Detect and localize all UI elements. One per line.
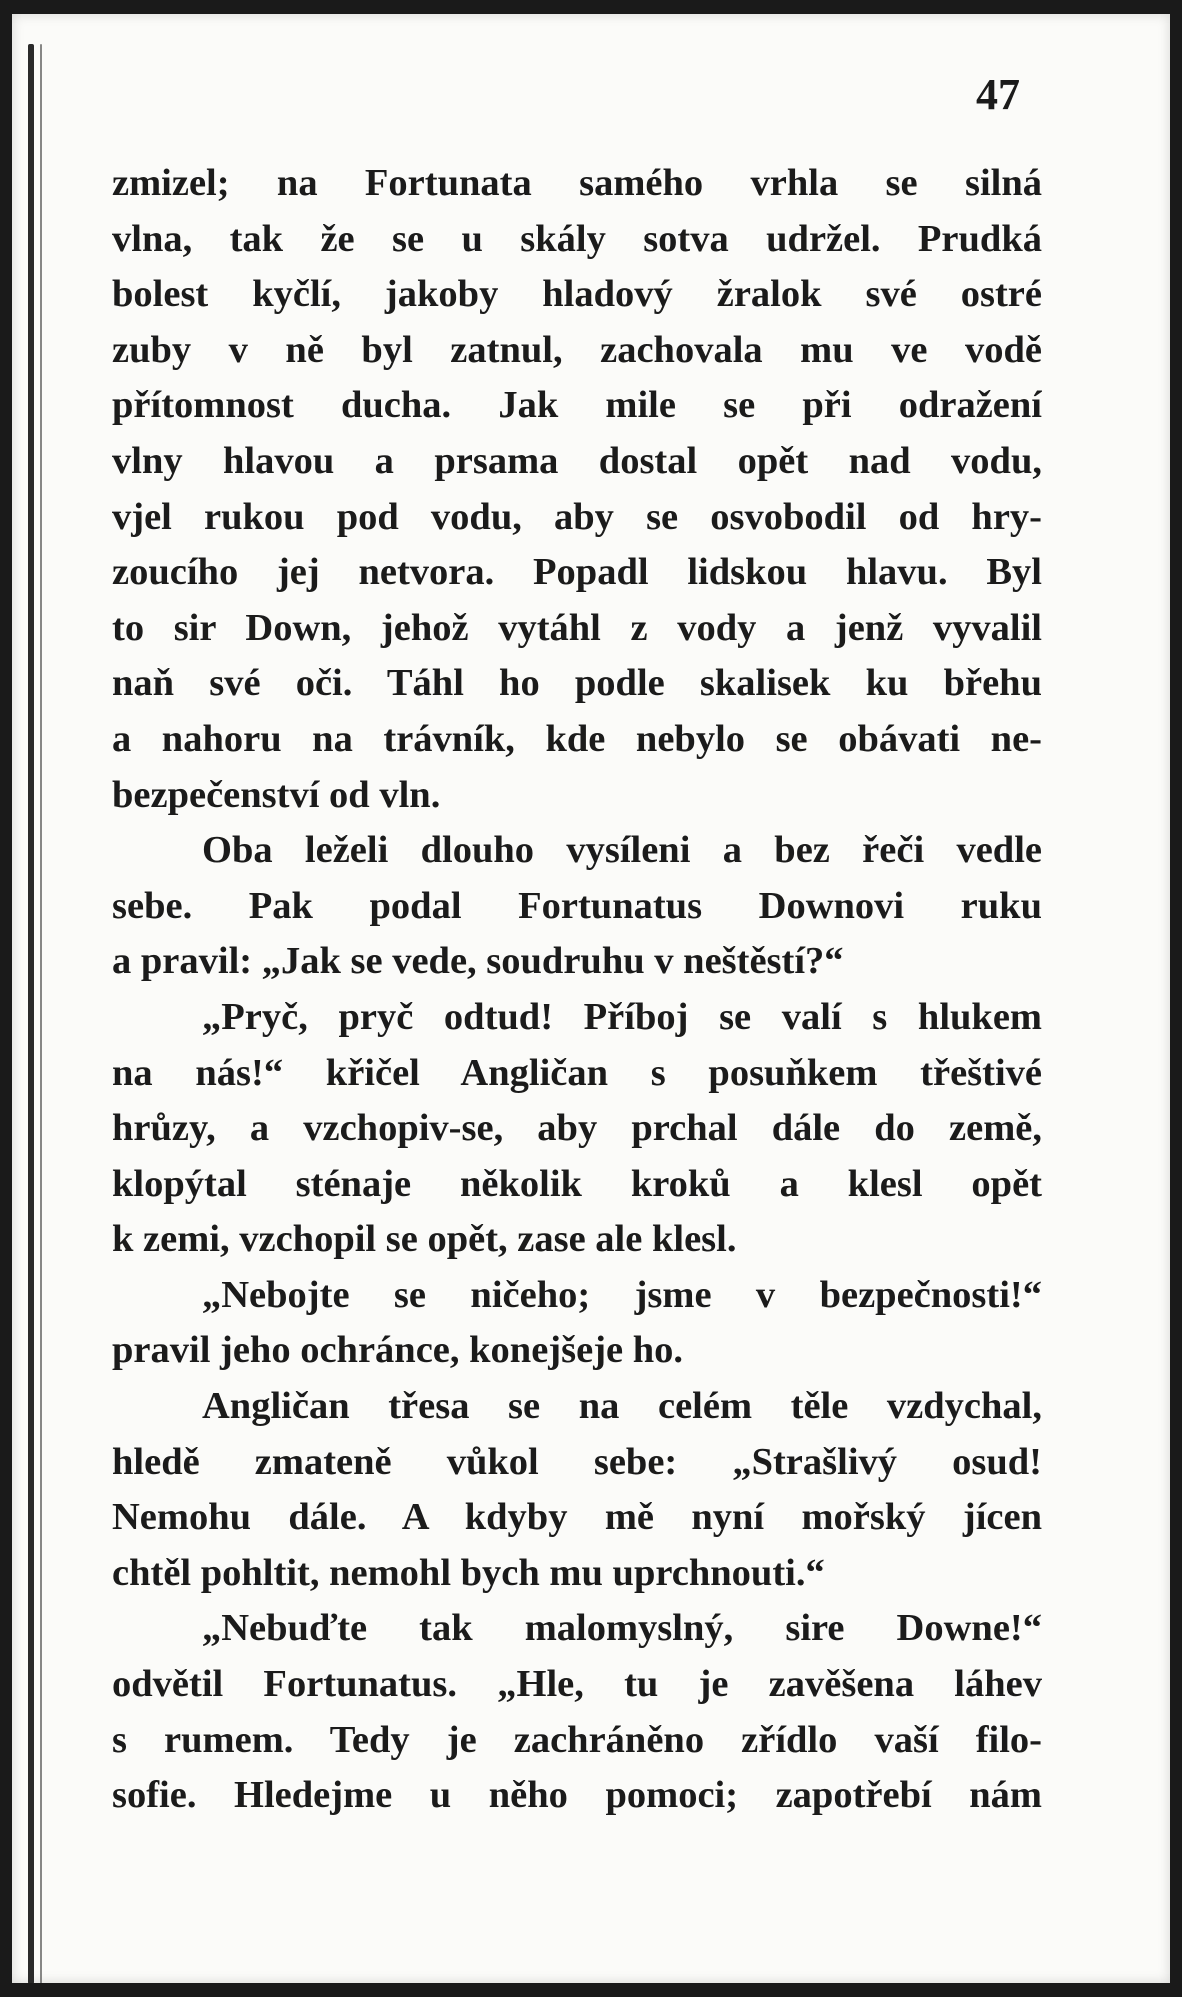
text-line: Nemohu dále. A kdyby mě nyní mořský jícen bbox=[112, 1496, 1042, 1539]
text-line: vlny hlavou a prsama dostal opět nad vodu, bbox=[112, 439, 1042, 482]
binding-edge bbox=[28, 44, 34, 1983]
text-line: „Nebojte se ničeho; jsme v bezpečnosti!“ bbox=[202, 1273, 1042, 1316]
page-text bbox=[112, 156, 1042, 1824]
page-number: 47 bbox=[976, 70, 1020, 119]
text-line: s rumem. Tedy je zachráněno zřídlo vaší filo- bbox=[112, 1718, 1042, 1761]
text-line: hrůzy, a vzchopiv-se, aby prchal dále do země, bbox=[112, 1107, 1042, 1150]
text-line: bezpečenství od vln. bbox=[112, 773, 441, 816]
text-line: pravil jeho ochránce, konejšeje ho. bbox=[112, 1329, 684, 1372]
text-line: hledě zmateně vůkol sebe: „Strašlivý osud! bbox=[112, 1440, 1042, 1483]
text-line: to sir Down, jehož vytáhl z vody a jenž vyvalil bbox=[112, 606, 1042, 649]
book-page bbox=[12, 14, 1170, 1983]
text-line: zoucího jej netvora. Popadl lidskou hlavu. Byl bbox=[112, 551, 1042, 594]
text-line: klopýtal sténaje několik kroků a klesl opět bbox=[112, 1162, 1042, 1205]
text-line: Oba leželi dlouho vysíleni a bez řeči vedle bbox=[202, 829, 1042, 872]
text-line: sofie. Hledejme u něho pomoci; zapotřebí nám bbox=[112, 1774, 1042, 1817]
text-line: chtěl pohltit, nemohl bych mu uprchnouti.“ bbox=[112, 1551, 825, 1594]
text-line: bolest kyčlí, jakoby hladový žralok své ostré bbox=[112, 273, 1042, 316]
text-line: a nahoru na trávník, kde nebylo se obávati ne- bbox=[112, 717, 1042, 760]
text-line: a pravil: „Jak se vede, soudruhu v neštěstí?“ bbox=[112, 940, 844, 983]
text-line: odvětil Fortunatus. „Hle, tu je zavěšena láhev bbox=[112, 1663, 1042, 1706]
binding-edge-secondary bbox=[40, 44, 42, 1983]
text-line: přítomnost ducha. Jak mile se při odražení bbox=[112, 384, 1042, 427]
text-line: zmizel; na Fortunata samého vrhla se silná bbox=[112, 162, 1042, 204]
text-line: „Nebuďte tak malomyslný, sire Downe!“ bbox=[202, 1607, 1042, 1650]
text-line: Angličan třesa se na celém těle vzdychal, bbox=[202, 1385, 1042, 1428]
text-line: naň své oči. Táhl ho podle skalisek ku břehu bbox=[112, 662, 1042, 705]
text-line: k zemi, vzchopil se opět, zase ale klesl. bbox=[112, 1218, 737, 1261]
text-line: zuby v ně byl zatnul, zachovala mu ve vodě bbox=[112, 328, 1042, 371]
text-line: vlna, tak že se u skály sotva udržel. Prudká bbox=[112, 217, 1042, 260]
text-line: na nás!“ křičel Angličan s posuňkem třeštivé bbox=[112, 1051, 1042, 1094]
text-line: sebe. Pak podal Fortunatus Downovi ruku bbox=[112, 884, 1042, 927]
text-line: „Pryč, pryč odtud! Příboj se valí s hlukem bbox=[202, 995, 1042, 1038]
text-line: vjel rukou pod vodu, aby se osvobodil od hry- bbox=[112, 495, 1042, 538]
